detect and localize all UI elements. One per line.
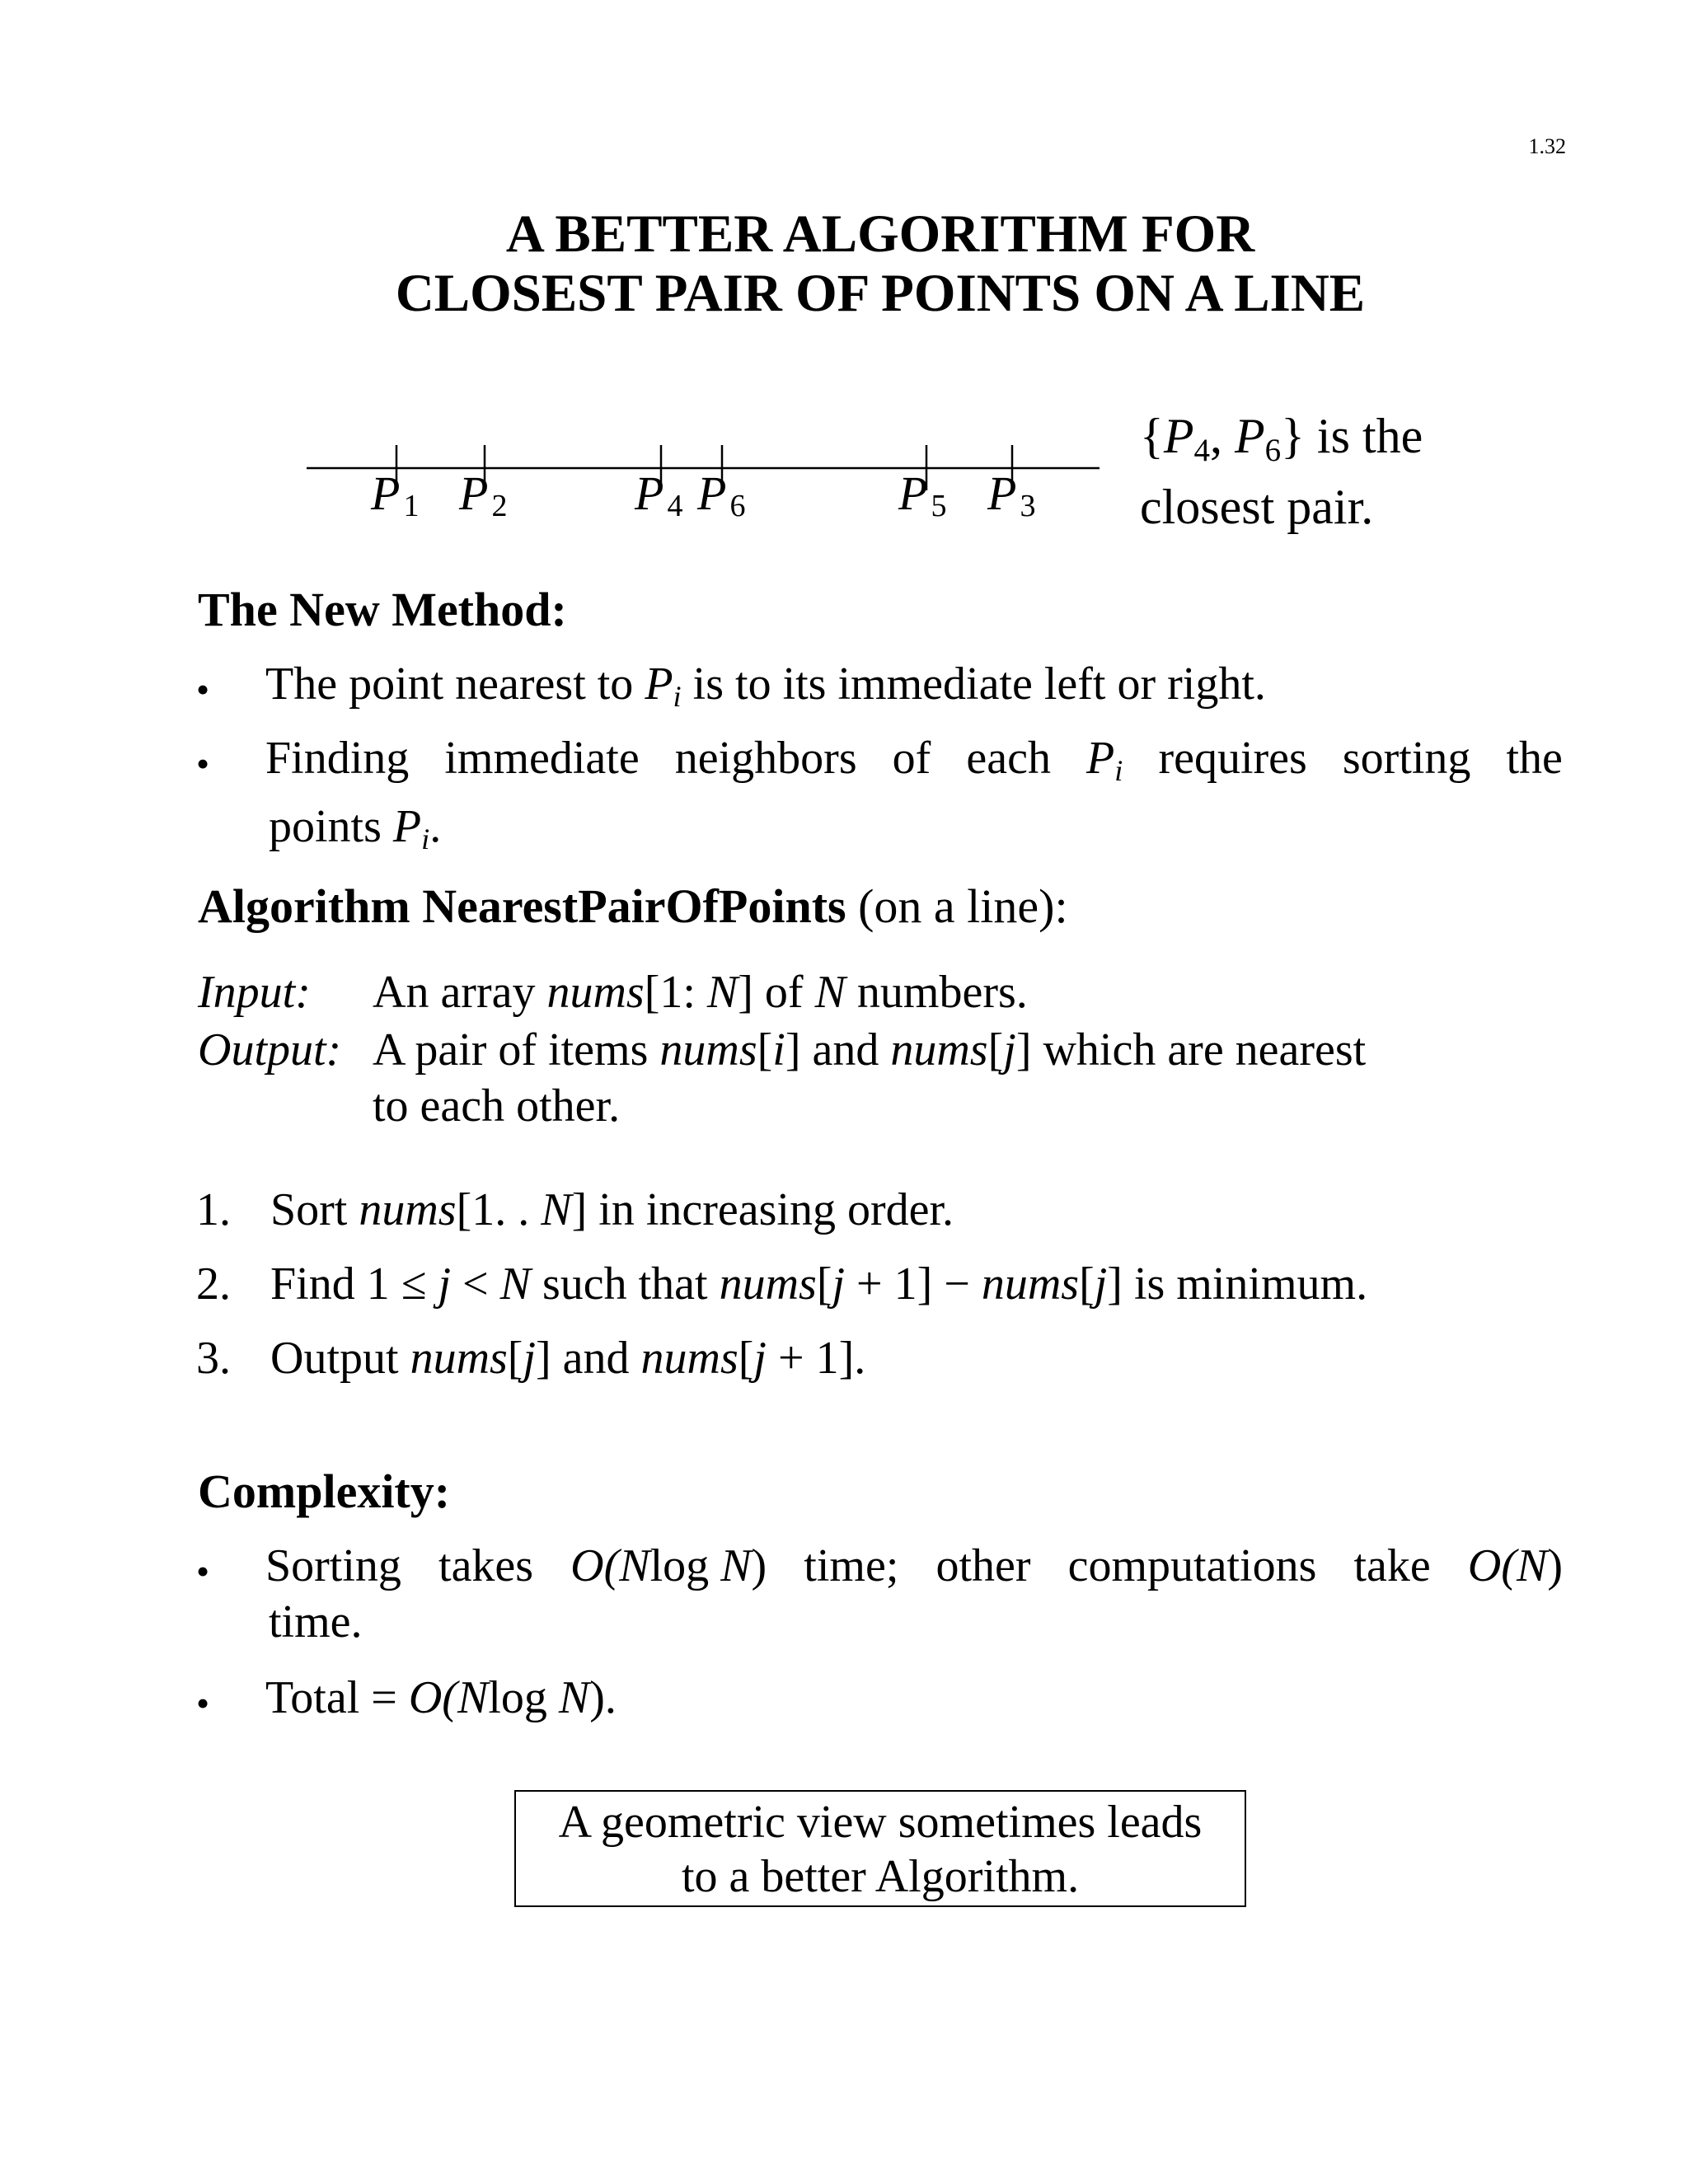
page-number: 1.32 bbox=[1528, 134, 1566, 158]
new-method-bullet-1: The point nearest to $P_i$ is to its immediate left or right. bbox=[265, 658, 1266, 714]
bullet-marker: • bbox=[196, 1550, 210, 1592]
caption-line-1: {$P_4$, $P_6$} is the bbox=[1140, 409, 1423, 468]
title-line-1: A BETTER ALGORITHM FOR bbox=[505, 204, 1255, 264]
bullet-2-line-1: Finding immediate neighbors of each $P_i$ requires sorting the bbox=[265, 733, 1563, 788]
complexity-bullet-1-line-2: time. bbox=[269, 1596, 363, 1647]
bullet-marker: • bbox=[196, 1682, 210, 1724]
note-line-2: to a better Algorithm. bbox=[681, 1851, 1080, 1902]
point-label-p5: P 5 bbox=[898, 466, 947, 523]
point-label-p2: P 2 bbox=[459, 466, 508, 523]
algorithm-step-3: 3. Output nums[j] and nums[j + 1]. bbox=[196, 1333, 866, 1384]
bullet-marker: • bbox=[196, 668, 210, 710]
algorithm-input: Input: An array nums[1: N] of N numbers. bbox=[198, 967, 1028, 1018]
algorithm-step-1: 1. Sort nums[1. . N] in increasing order. bbox=[196, 1184, 954, 1235]
title-line-2: CLOSEST PAIR OF POINTS ON A LINE bbox=[395, 264, 1366, 323]
closest-pair-caption bbox=[1140, 408, 1423, 535]
algorithm-output: Output: A pair of items nums[i] and nums[j] which are nearest to each other. bbox=[198, 1024, 1367, 1132]
bullet-2-line-2: points $P_i$. bbox=[269, 801, 442, 856]
point-label-p6: P 6 bbox=[697, 466, 746, 523]
note-line-1: A geometric view sometimes leads bbox=[558, 1797, 1203, 1848]
algorithm-step-2: 2. Find 1 ≤ j < N such that nums[j + 1] − nums[j] is minimum. bbox=[196, 1258, 1368, 1310]
new-method-heading: The New Method: bbox=[198, 583, 567, 636]
complexity-heading: Complexity: bbox=[198, 1465, 451, 1518]
caption-line-2: closest pair. bbox=[1140, 479, 1374, 534]
point-label-p1: P 1 bbox=[371, 466, 420, 523]
note-box bbox=[514, 1790, 1246, 1907]
complexity-bullet-2: Total = O(Nlog N). bbox=[265, 1672, 617, 1723]
complexity-bullet-1-line-1: Sorting takes O(Nlog N) time; other computations take O(N) bbox=[265, 1540, 1563, 1591]
complexity-bullet-1 bbox=[265, 1538, 1563, 1650]
point-label-p3: P 3 bbox=[987, 466, 1036, 523]
point-label-p4: P 4 bbox=[635, 466, 683, 523]
algorithm-heading: Algorithm NearestPairOfPoints (on a line): bbox=[198, 879, 1068, 933]
new-method-bullet-2 bbox=[265, 730, 1563, 867]
bullet-marker: • bbox=[196, 743, 210, 785]
number-line-diagram bbox=[0, 0, 1688, 577]
